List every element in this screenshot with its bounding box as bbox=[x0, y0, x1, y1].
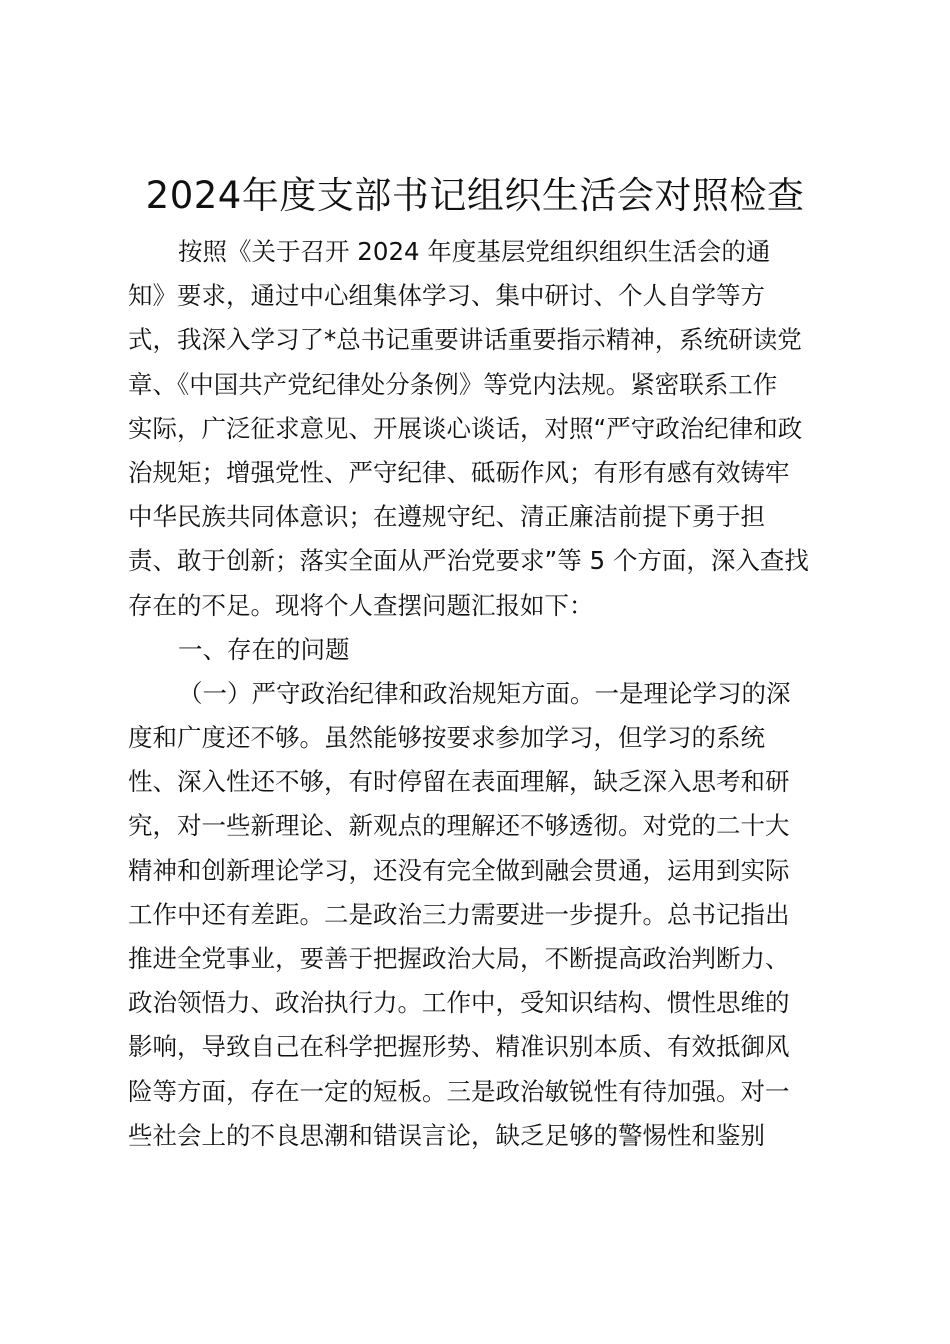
paragraph-intro-line: 知》要求，通过中心组集体学习、集中研讨、个人自学等方 bbox=[128, 281, 765, 311]
paragraph-line: 政治领悟力、政治执行力。工作中，受知识结构、惯性思维的 bbox=[128, 988, 790, 1018]
paragraph-intro-line: 治规矩；增强党性、严守纪律、砥砺作风；有形有感有效铸牢 bbox=[128, 457, 790, 487]
paragraph-intro-line: 式，我深入学习了*总书记重要讲话重要指示精神，系统研读党 bbox=[128, 325, 802, 355]
paragraph-line: 些社会上的不良思潮和错误言论，缺乏足够的警惕性和鉴别 bbox=[128, 1120, 765, 1150]
paragraph-line: 性、深入性还不够，有时停留在表面理解，缺乏深入思考和研 bbox=[128, 767, 790, 797]
paragraph-intro-line: 按照《关于召开 2024 年度基层党组织组织生活会的通 bbox=[178, 237, 771, 266]
paragraph-intro-line: 章、《中国共产党纪律处分条例》等党内法规。紧密联系工作 bbox=[128, 369, 778, 399]
paragraph-intro-line: 中华民族共同体意识；在遵规守纪、清正廉洁前提下勇于担 bbox=[128, 502, 765, 532]
paragraph-intro-line: 存在的不足。现将个人查摆问题汇报如下： bbox=[128, 590, 594, 620]
paragraph-line: 影响，导致自己在科学把握形势、精准识别本质、有效抵御风 bbox=[128, 1032, 790, 1062]
paragraph-line: 险等方面，存在一定的短板。三是政治敏锐性有待加强。对一 bbox=[128, 1076, 790, 1106]
document-body bbox=[128, 230, 838, 1158]
section-heading: 一、存在的问题 bbox=[178, 634, 350, 664]
document-title: 2024年度支部书记组织生活会对照检查 bbox=[145, 174, 805, 217]
paragraph-line: （一）严守政治纪律和政治规矩方面。一是理论学习的深 bbox=[178, 678, 791, 708]
paragraph-line: 精神和创新理论学习，还没有完全做到融会贯通，运用到实际 bbox=[128, 855, 790, 885]
paragraph-line: 推进全党事业，要善于把握政治大局，不断提高政治判断力、 bbox=[128, 944, 790, 973]
paragraph-line: 度和广度还不够。虽然能够按要求参加学习，但学习的系统 bbox=[128, 723, 765, 753]
paragraph-intro-line: 实际，广泛征求意见、开展谈心谈话，对照“严守政治纪律和政 bbox=[128, 413, 803, 443]
paragraph-line: 工作中还有差距。二是政治三力需要进一步提升。总书记指出 bbox=[128, 899, 790, 929]
paragraph-intro-line: 责、敢于创新；落实全面从严治党要求”等 5 个方面，深入查找 bbox=[128, 546, 809, 576]
paragraph-line: 究，对一些新理论、新观点的理解还不够透彻。对党的二十大 bbox=[128, 811, 790, 841]
